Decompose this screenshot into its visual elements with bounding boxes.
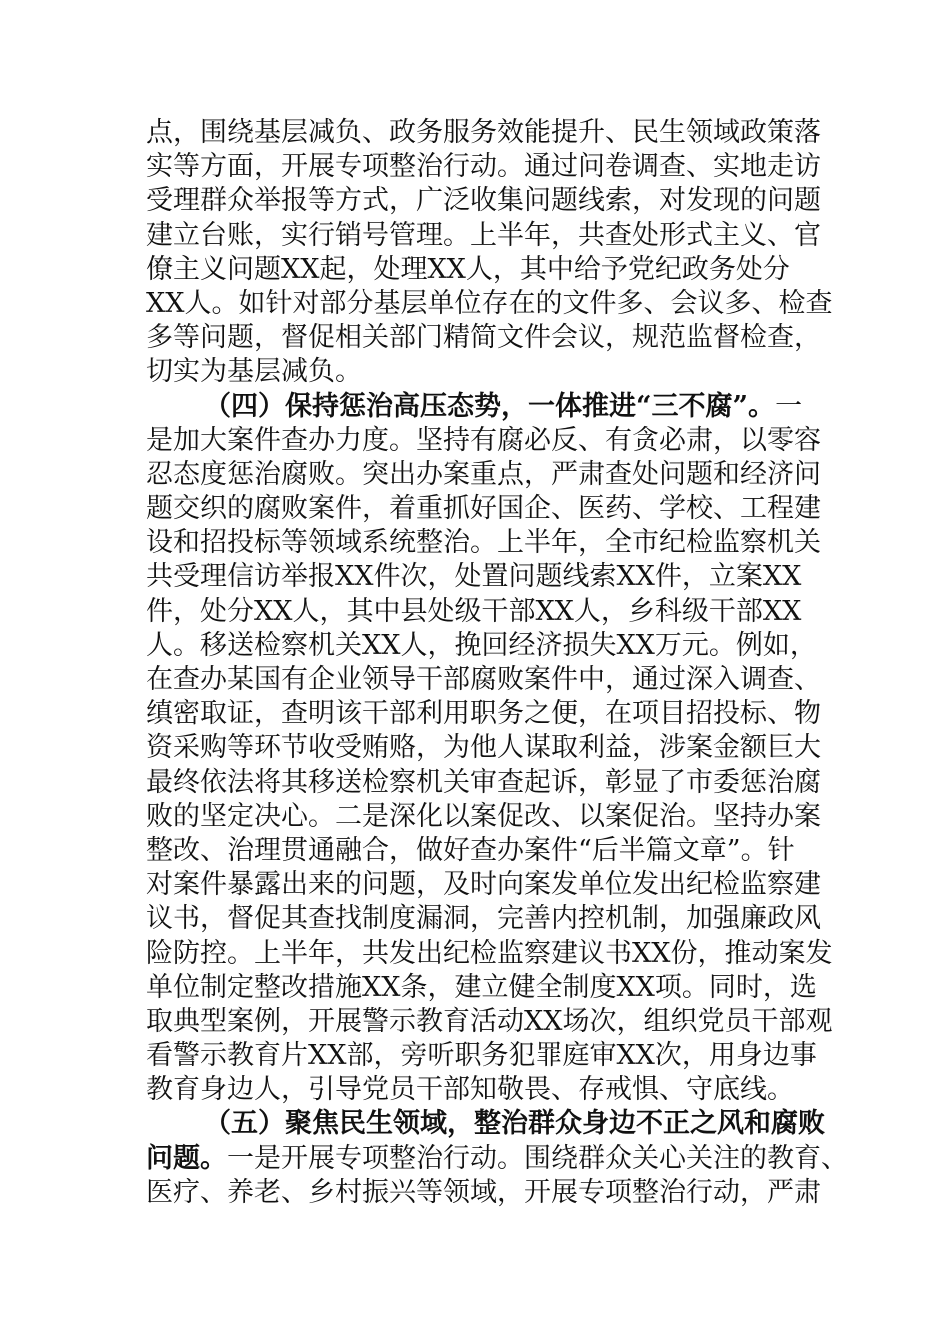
text-line: 在查办某国有企业领导干部腐败案件中，通过深入调查、 bbox=[146, 664, 821, 695]
text-line: 切实为基层减负。 bbox=[146, 356, 362, 388]
paragraph bbox=[146, 1107, 848, 1210]
text-line: 资采购等环节收受贿赂，为他人谋取利益，涉案金额巨大 bbox=[146, 732, 821, 764]
text-line: 整改、治理贯通融合，做好查办案件“后半篇文章”。针 bbox=[146, 834, 795, 866]
text-line: 看警示教育片XX部，旁听职务犯罪庭审XX次，用身边事 bbox=[146, 1040, 817, 1072]
text-line: 实等方面，开展专项整治行动。通过问卷调查、实地走访 bbox=[146, 151, 821, 183]
text-line bbox=[146, 390, 816, 424]
text-run: 一是开展专项整治行动。围绕群众关心关注的教育、 bbox=[227, 1142, 848, 1174]
text-line: 教育身边人，引导党员干部知敬畏、存戒惧、守底线。 bbox=[146, 1074, 794, 1106]
text-line: 对案件暴露出来的问题，及时向案发单位发出纪检监察建 bbox=[146, 869, 821, 901]
section-heading: （五）聚焦民生领域，整治群众身边不正之风和腐败 bbox=[204, 1108, 825, 1140]
text-line: 是加大案件查办力度。坚持有腐必反、有贪必肃，以零容 bbox=[146, 424, 821, 456]
paragraph bbox=[146, 116, 833, 390]
text-line: 最终依法将其移送检察机关审查起诉，彰显了市委惩治腐 bbox=[146, 766, 821, 798]
text-line: 议书，督促其查找制度漏洞，完善内控机制，加强廉政风 bbox=[146, 903, 821, 935]
text-line: 设和招投标等领域系统整治。上半年，全市纪检监察机关 bbox=[146, 527, 821, 559]
text-line: 单位制定整改措施XX条，建立健全制度XX项。同时，选 bbox=[146, 971, 817, 1003]
text-line: 人。移送检察机关XX人，挽回经济损失XX万元。例如， bbox=[146, 629, 817, 661]
text-line: 僚主义问题XX起，处理XX人，其中给予党纪政务处分 bbox=[146, 253, 790, 285]
text-line: 败的坚定决心。二是深化以案促改、以案促治。坚持办案 bbox=[146, 800, 821, 832]
text-line: XX人。如针对部分基层单位存在的文件多、会议多、检查 bbox=[146, 287, 833, 319]
text-line: 建立台账，实行销号管理。上半年，共查处形式主义、官 bbox=[146, 219, 821, 251]
text-line: 取典型案例，开展警示教育活动XX场次，组织党员干部观 bbox=[146, 1005, 833, 1037]
document-body bbox=[146, 116, 848, 1210]
text-line: 受理群众举报等方式，广泛收集问题线索，对发现的问题 bbox=[146, 185, 821, 217]
text-line: 共受理信访举报XX件次，处置问题线索XX件，立案XX bbox=[146, 561, 802, 593]
text-line: 忍态度惩治腐败。突出办案重点，严肃查处问题和经济问 bbox=[146, 458, 821, 490]
text-line: 多等问题，督促相关部门精简文件会议，规范监督检查， bbox=[146, 322, 821, 354]
text-line: 点，围绕基层减负、政务服务效能提升、民生领域政策落 bbox=[146, 117, 821, 148]
text-line: 题交织的腐败案件，着重抓好国企、医药、学校、工程建 bbox=[146, 493, 821, 525]
section-heading: 问题。 bbox=[146, 1142, 227, 1174]
section-heading: （四）保持惩治高压态势，一体推进“三不腐”。 bbox=[204, 390, 776, 422]
text-line bbox=[146, 1142, 848, 1176]
text-line: 缜密取证，查明该干部利用职务之便，在项目招投标、物 bbox=[146, 698, 821, 730]
text-line: 险防控。上半年，共发出纪检监察建议书XX份，推动案发 bbox=[146, 937, 833, 969]
text-line: 件，处分XX人，其中县处级干部XX人，乡科级干部XX bbox=[146, 595, 802, 627]
text-line: 医疗、养老、乡村振兴等领域，开展专项整治行动，严肃 bbox=[146, 1176, 821, 1208]
text-run: 一 bbox=[775, 390, 803, 422]
paragraph bbox=[146, 390, 833, 1108]
